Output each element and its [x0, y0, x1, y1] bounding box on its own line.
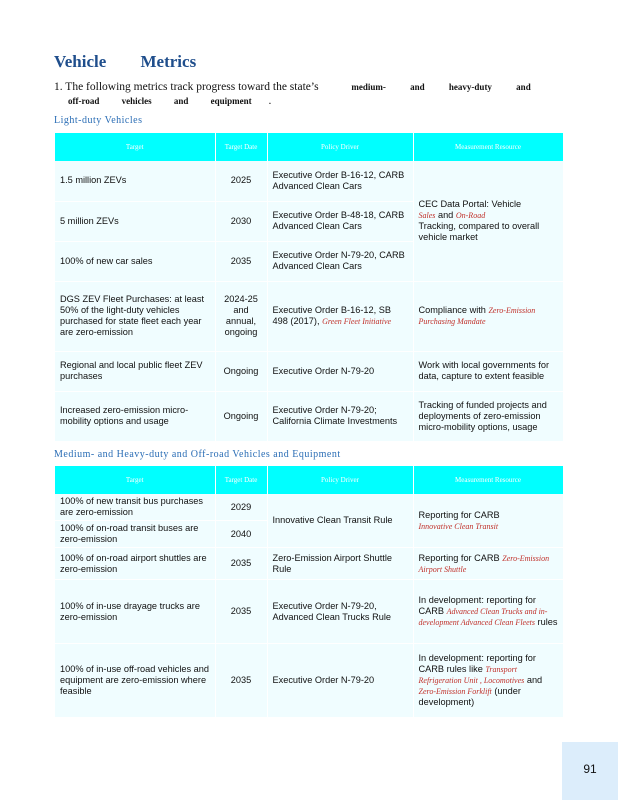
- cell-resource: [413, 494, 563, 548]
- table-row: [55, 548, 563, 580]
- medium-heavy-table: [55, 466, 564, 718]
- resource-text: Reporting for CARB: [418, 509, 500, 520]
- cell-policy: Executive Order N-79-20: [267, 351, 413, 391]
- cell-resource: Tracking of funded projects and deployments of zero-emission micro-mobility options, usage: [413, 391, 563, 441]
- table-row: [55, 161, 563, 201]
- header-policy: Policy Driver: [267, 133, 413, 161]
- policy-link: Green Fleet Initiative: [322, 317, 392, 326]
- cell-resource: [413, 281, 563, 351]
- header-target-date: Target Date: [215, 466, 267, 494]
- resource-link: Zero-Emission Airport Shuttle: [418, 553, 550, 574]
- cell-target: 100% of on-road transit buses are zero-emission: [55, 521, 215, 548]
- page-title: Vehicle Metrics: [54, 52, 197, 71]
- cell-date: 2025: [215, 161, 267, 201]
- resource-text: In development: reporting for CARB: [418, 595, 536, 616]
- resource-text: Compliance with: [418, 305, 486, 315]
- cell-date: Ongoing: [215, 391, 267, 441]
- page-number-box: [562, 742, 618, 800]
- table-row: [55, 494, 563, 521]
- cell-target: 100% of on-road airport shuttles are zero-emission: [55, 548, 215, 580]
- cell-policy: Zero-Emission Airport Shuttle Rule: [267, 548, 413, 580]
- cell-target: 1.5 million ZEVs: [55, 161, 215, 201]
- section-heading-medium-heavy: Medium- and Heavy-duty and Off-road Vehicles and Equipment: [54, 449, 341, 460]
- cell-policy: Executive Order N-79-20, Advanced Clean Trucks Rule: [267, 580, 413, 644]
- table-row: [55, 281, 563, 351]
- header-target-date: Target Date: [215, 133, 267, 161]
- cell-target: Increased zero-emission micro-mobility options and usage: [55, 391, 215, 441]
- resource-link: Zero-Emission Purchasing Mandate: [418, 306, 536, 326]
- cell-resource: [413, 644, 563, 718]
- cell-policy: Innovative Clean Transit Rule: [267, 494, 413, 548]
- cell-date: 2035: [215, 580, 267, 644]
- cell-policy: Executive Order B-16-12, CARB Advanced Clean Cars: [267, 161, 413, 201]
- cell-policy: Executive Order N-79-20, CARB Advanced Clean Cars: [267, 241, 413, 281]
- section-heading-light-duty: Light-duty Vehicles: [54, 115, 143, 126]
- cell-date: 2035: [215, 548, 267, 580]
- table-row: [55, 351, 563, 391]
- resource-text: In development: reporting for CARB rules like: [418, 653, 536, 674]
- cell-resource: Work with local governments for data, capture to extent feasible: [413, 351, 563, 391]
- resource-link: Sales: [418, 210, 436, 220]
- table-row: [55, 644, 563, 718]
- table-header-row: [55, 133, 563, 161]
- cell-resource: [413, 580, 563, 644]
- intro-number: 1.: [54, 81, 63, 93]
- intro-text2: off-road vehicles and equipment: [68, 96, 252, 106]
- cell-resource-shared: [413, 161, 563, 281]
- header-resource: Measurement Resource: [413, 466, 563, 494]
- resource-text: (under development): [418, 686, 521, 707]
- header-target: Target: [55, 133, 215, 161]
- intro-bold: medium- and heavy-duty and: [351, 82, 531, 92]
- cell-target: DGS ZEV Fleet Purchases: at least 50% of the light-duty vehicles purchased for state fleet each year are zero-emission: [55, 281, 215, 351]
- cell-date: 2024-25 and annual, ongoing: [215, 281, 267, 351]
- resource-text: and: [526, 675, 543, 685]
- header-policy: Policy Driver: [267, 466, 413, 494]
- intro-paragraph: [54, 80, 554, 108]
- table-row: [55, 580, 563, 644]
- cell-target: 5 million ZEVs: [55, 201, 215, 241]
- cell-date: 2029: [215, 494, 267, 521]
- cell-date: 2040: [215, 521, 267, 548]
- cell-date: Ongoing: [215, 351, 267, 391]
- cell-policy: Executive Order N-79-20: [267, 644, 413, 718]
- resource-text: rules: [537, 617, 558, 627]
- resource-text: Reporting for CARB: [418, 552, 500, 563]
- resource-link: Zero-Emission Forklift: [418, 687, 492, 696]
- cell-date: 2035: [215, 644, 267, 718]
- page-number: 91: [583, 762, 597, 776]
- resource-text: CEC Data Portal: Vehicle: [418, 198, 522, 209]
- cell-target: 100% of new transit bus purchases are zero-emission: [55, 494, 215, 521]
- table-row: [55, 391, 563, 441]
- cell-policy: Executive Order B-48-18, CARB Advanced Clean Cars: [267, 201, 413, 241]
- cell-policy: [267, 281, 413, 351]
- resource-link: Transport Refrigeration Unit , Locomotives: [418, 665, 525, 685]
- cell-date: 2030: [215, 201, 267, 241]
- header-resource: Measurement Resource: [413, 133, 563, 161]
- cell-target: 100% of in-use off-road vehicles and equipment are zero-emission where feasible: [55, 644, 215, 718]
- resource-text: Tracking, compared to overall vehicle market: [418, 220, 540, 242]
- cell-target: Regional and local public fleet ZEV purchases: [55, 351, 215, 391]
- table-header-row: [55, 466, 563, 494]
- cell-date: 2035: [215, 241, 267, 281]
- resource-link: Innovative Clean Transit: [418, 521, 499, 531]
- cell-resource: [413, 548, 563, 580]
- cell-policy: Executive Order N-79-20; California Climate Investments: [267, 391, 413, 441]
- policy-text: Executive Order B-16-12, SB 498 (2017),: [272, 305, 391, 326]
- light-duty-table: [55, 133, 564, 442]
- intro-text: The following metrics track progress toward the state’s: [65, 81, 319, 93]
- intro-end: .: [268, 95, 272, 107]
- resource-link: On-Road: [455, 210, 486, 220]
- resource-text: and: [437, 209, 454, 220]
- header-target: Target: [55, 466, 215, 494]
- resource-link: Advanced Clean Trucks and in-development Advanced Clean Fleets: [418, 607, 548, 627]
- cell-target: 100% of new car sales: [55, 241, 215, 281]
- cell-target: 100% of in-use drayage trucks are zero-emission: [55, 580, 215, 644]
